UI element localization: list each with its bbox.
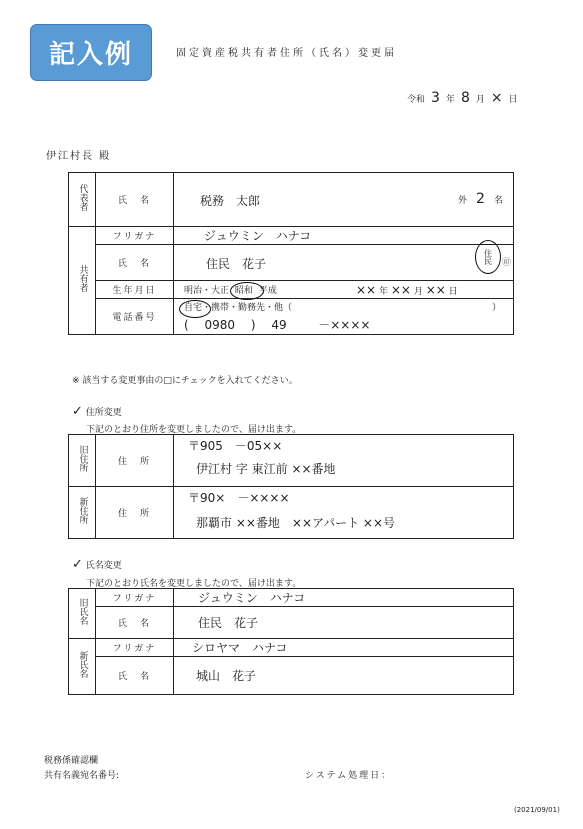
phone-field[interactable] xyxy=(174,299,514,335)
others-count: 外 2 名 xyxy=(458,191,503,207)
new-name-label: 新氏名 xyxy=(69,639,96,695)
new-address-label: 新住所 xyxy=(69,487,96,539)
date-day-unit: 日 xyxy=(508,95,518,105)
new-zip: 〒90× －×××× xyxy=(188,491,290,505)
phone-type-options: ・携帯・勤務先・他（ xyxy=(202,303,293,313)
old-address-field[interactable] xyxy=(174,435,514,487)
era-rest: 平成 xyxy=(258,286,277,296)
birth-values: ×× 年 ×× 月 ×× 日 xyxy=(356,283,458,297)
seal-mark: ㊞ xyxy=(501,258,511,268)
form-version: (2021/09/01) xyxy=(514,806,560,814)
submission-date xyxy=(407,90,518,106)
checkmark-icon: ✓ xyxy=(72,404,83,419)
new-furigana-label: フリガナ xyxy=(96,639,174,657)
rep-name-label: 氏 名 xyxy=(96,173,174,227)
address-change-checkbox[interactable] xyxy=(72,404,122,419)
instruction-note: ※ 該当する変更事由の□にチェックを入れてください。 xyxy=(72,376,298,386)
name-change-title: 氏名変更 xyxy=(85,561,122,571)
old-address: 伊江村 字 東江前 ××番地 xyxy=(196,462,336,476)
new-address-field-label: 住 所 xyxy=(96,487,174,539)
checkmark-icon: ✓ xyxy=(72,557,83,572)
old-address-field-label: 住 所 xyxy=(96,435,174,487)
coowner-furigana-label: フリガナ xyxy=(96,227,174,245)
phone-number: ( 0980 ) 49 －×××× xyxy=(184,318,371,332)
coowner-name-label: 氏 名 xyxy=(96,245,174,281)
address-table xyxy=(68,434,514,539)
seal-stamp: 住民 xyxy=(475,240,501,274)
old-name[interactable]: 住民 花子 xyxy=(174,607,514,639)
old-address-label: 旧住所 xyxy=(69,435,96,487)
system-date-label: システム処理日： xyxy=(305,771,393,781)
phone-label: 電話番号 xyxy=(96,299,174,335)
new-address-field[interactable] xyxy=(174,487,514,539)
old-furigana[interactable]: ジュウミン ハナコ xyxy=(174,589,514,607)
name-change-desc: 下記のとおり氏名を変更しましたので、届け出ます。 xyxy=(86,579,302,589)
form-title: 固定資産税共有者住所（氏名）変更届 xyxy=(176,48,397,59)
address-change-desc: 下記のとおり住所を変更しましたので、届け出ます。 xyxy=(86,425,302,435)
old-furigana-label: フリガナ xyxy=(96,589,174,607)
phone-type-close: ） xyxy=(491,303,501,313)
date-month-unit: 月 xyxy=(475,95,485,105)
coowner-name-field[interactable] xyxy=(174,245,514,281)
name-change-checkbox[interactable] xyxy=(72,557,122,572)
birth-field[interactable] xyxy=(174,281,514,299)
coowner-furigana[interactable]: ジュウミン ハナコ xyxy=(174,227,514,245)
old-zip: 〒905 －05×× xyxy=(188,439,283,453)
new-furigana[interactable]: シロヤマ ハナコ xyxy=(174,639,514,657)
name-table xyxy=(68,588,514,695)
date-year: 3 xyxy=(431,90,440,106)
coowner-label: 共有者 xyxy=(69,227,96,335)
date-day: × xyxy=(490,90,503,106)
phone-type-circle xyxy=(179,300,211,318)
new-address: 那覇市 ××番地 ××アパート ××号 xyxy=(196,516,395,530)
owner-table xyxy=(68,172,514,335)
staff-check-label: 税務係確認欄 xyxy=(44,756,99,766)
address-change-title: 住所変更 xyxy=(85,408,122,418)
sample-badge: 記入例 xyxy=(30,24,152,81)
era-options: 明治・大正 xyxy=(184,286,230,296)
rep-label: 代表者 xyxy=(69,173,96,227)
era-circle xyxy=(230,282,264,300)
new-name-field-label: 氏 名 xyxy=(96,657,174,695)
phone-type-selected: 自宅 xyxy=(184,303,202,313)
coowner-number-label: 共有名義宛名番号: xyxy=(44,771,120,781)
date-year-unit: 年 xyxy=(445,95,455,105)
date-era: 令和 xyxy=(407,95,426,105)
coowner-name: 住民 花子 xyxy=(206,257,267,271)
rep-name-field[interactable] xyxy=(174,173,514,227)
addressee: 伊江村長 殿 xyxy=(46,151,112,162)
era-selected: 昭和 xyxy=(235,286,253,296)
rep-name: 税務 太郎 xyxy=(200,194,261,208)
new-name[interactable]: 城山 花子 xyxy=(174,657,514,695)
old-name-label: 旧氏名 xyxy=(69,589,96,639)
birth-label: 生年月日 xyxy=(96,281,174,299)
old-name-field-label: 氏 名 xyxy=(96,607,174,639)
date-month: 8 xyxy=(460,90,470,106)
